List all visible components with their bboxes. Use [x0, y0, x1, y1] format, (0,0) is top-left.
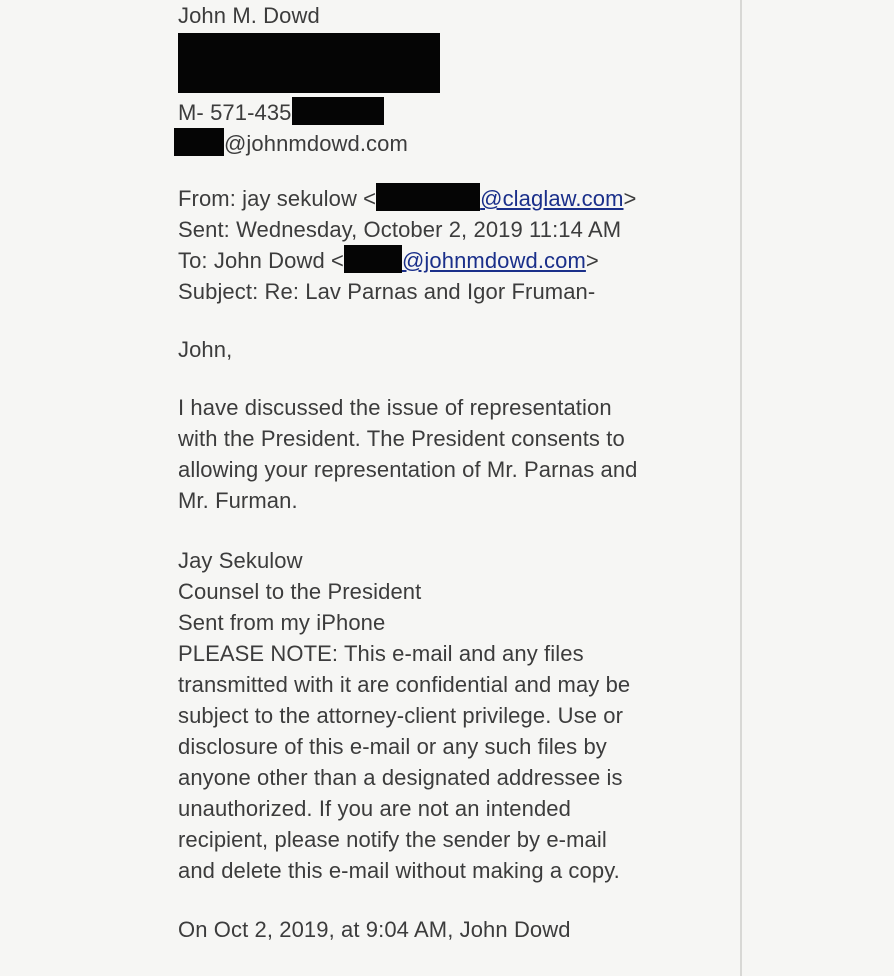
signoff-title: Counsel to the President — [178, 579, 422, 604]
email-domain: @johnmdowd.com — [224, 131, 408, 156]
notice-line: PLEASE NOTE: This e-mail and any files — [178, 641, 584, 666]
signoff-sent-from: Sent from my iPhone — [178, 610, 386, 635]
quoted-header: On Oct 2, 2019, at 9:04 AM, John Dowd — [178, 917, 571, 942]
notice-line: anyone other than a designated addressee is — [178, 765, 623, 790]
redacted-address — [178, 31, 738, 93]
from-close: > — [623, 186, 637, 211]
email-document — [178, 0, 738, 945]
from-email-link[interactable]: @claglaw.com — [480, 186, 624, 211]
from-label: From: jay sekulow < — [178, 186, 377, 211]
mobile-number: M- 571-435 — [178, 100, 292, 125]
notice-line: unauthorized. If you are not an intended — [178, 796, 571, 821]
to-label: To: John Dowd < — [178, 248, 344, 273]
signoff-name: Jay Sekulow — [178, 548, 303, 573]
notice-line: and delete this e-mail without making a copy. — [178, 858, 620, 883]
subject-line: Subject: Re: Lav Parnas and Igor Fruman- — [178, 279, 596, 304]
notice-line: disclosure of this e-mail or any such files by — [178, 734, 607, 759]
to-line — [178, 245, 738, 276]
sent-line: Sent: Wednesday, October 2, 2019 11:14 AM — [178, 217, 622, 242]
notice-line: recipient, please notify the sender by e-mail — [178, 827, 607, 852]
body-line: with the President. The President consents to — [178, 426, 625, 451]
body-line: I have discussed the issue of representation — [178, 395, 612, 420]
page-edge — [740, 0, 742, 976]
from-line — [178, 183, 738, 214]
notice-line: subject to the attorney-client privilege. Use or — [178, 703, 624, 728]
signature-mobile — [178, 97, 738, 128]
redaction-bar — [376, 183, 480, 211]
to-email-link[interactable]: @johnmdowd.com — [401, 248, 586, 273]
redaction-bar — [344, 245, 402, 273]
greeting: John, — [178, 337, 233, 362]
redaction-bar — [174, 128, 224, 156]
to-close: > — [585, 248, 599, 273]
redaction-bar — [178, 33, 440, 93]
signature-name: John M. Dowd — [178, 3, 320, 28]
notice-line: transmitted with it are confidential and may be — [178, 672, 631, 697]
body-line: allowing your representation of Mr. Parnas and — [178, 457, 638, 482]
redaction-bar — [292, 97, 384, 125]
body-line: Mr. Furman. — [178, 488, 298, 513]
signature-email — [178, 128, 738, 159]
